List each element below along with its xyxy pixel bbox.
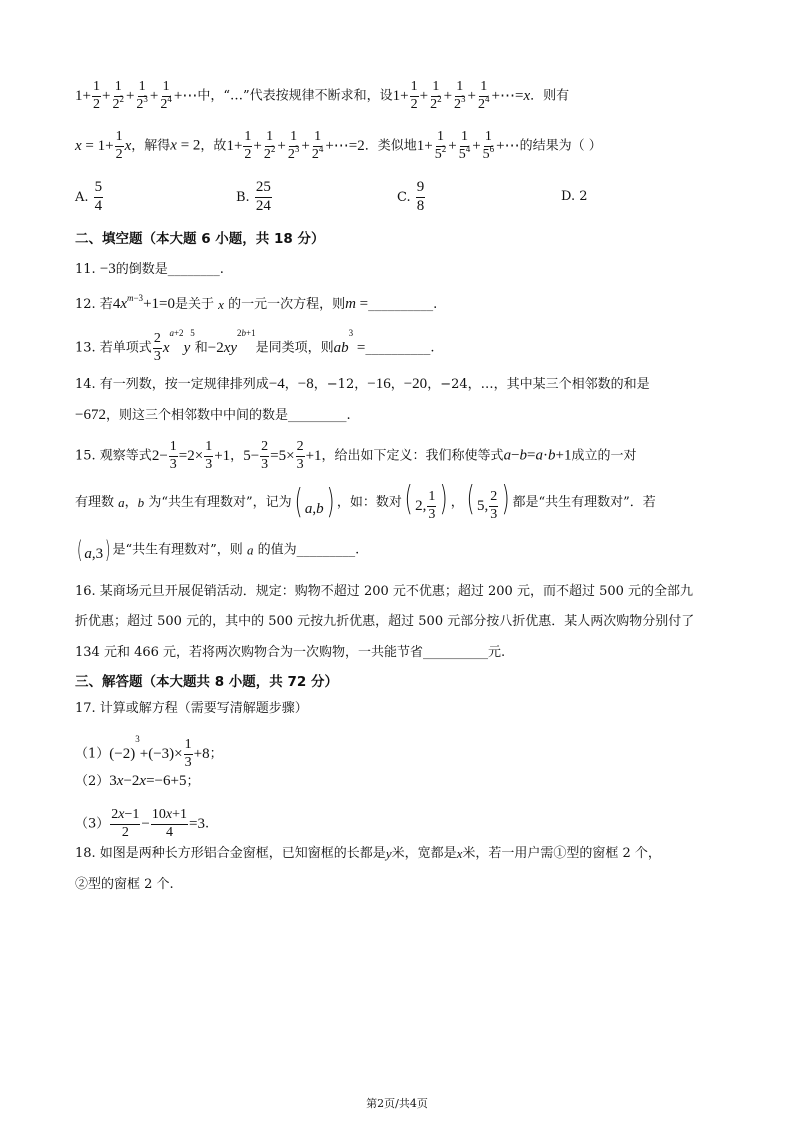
q14-value: −672 bbox=[75, 407, 106, 423]
q10-then: ．则有 bbox=[530, 88, 570, 104]
q16-line2: 折优惠；超过 500 元的，其中的 500 元按九折优惠，超过 500 元部分按八折优惠．某人两次购物分别付了 bbox=[75, 614, 695, 629]
q18-line1c: 米，若一用户需①型的窗框 2 个， bbox=[462, 846, 661, 861]
q17-part3-label: （3） bbox=[75, 816, 110, 832]
q15-line2c: ，如：数对 bbox=[336, 494, 402, 510]
q15-prefix: 15. 观察等式 bbox=[75, 448, 152, 464]
option-b-denominator: 24 bbox=[255, 197, 271, 214]
seq-item: −20 bbox=[403, 376, 428, 392]
math-expression: m = bbox=[345, 296, 369, 312]
math-expression: a−b=a·b+1 bbox=[503, 447, 572, 464]
math-expression: ( 2, $\frac{1}{3}$ ) bbox=[404, 479, 449, 523]
q18-line2: ②型的窗框 2 个. bbox=[75, 877, 174, 892]
math-expression: ( a,3) bbox=[76, 536, 111, 564]
q13-prefix: 13. 若单项式 bbox=[75, 340, 152, 356]
math-expression: ( 5, $\frac{2}{3}$ ) bbox=[466, 479, 510, 523]
math-expression: x = 1+ $\frac{1}{2}$ x bbox=[75, 129, 132, 162]
seq-item: −12 bbox=[326, 377, 355, 392]
q14-line1-text: 14. 有一列数，按一定规律排列成 bbox=[75, 377, 269, 392]
q10-option-c bbox=[397, 180, 426, 215]
q12-prefix: 12. 若 bbox=[75, 297, 113, 312]
seq-item: −4 bbox=[268, 376, 285, 392]
q15-line3b: 的值为_________. bbox=[257, 542, 360, 558]
option-b-label: B. bbox=[236, 189, 250, 205]
q10-intro: 中，“…”代表按规律不断求和，设 bbox=[197, 88, 393, 104]
q14-line1: 14. 有一列数，按一定规律排列成−4，−8，−12，−16，−20，−24，…，其中某三个相邻数的和是 bbox=[75, 376, 650, 392]
q17-part1-label: （1） bbox=[75, 746, 110, 762]
option-d-label: D. 2 bbox=[561, 189, 588, 204]
q13-mid: 是同类项，则 bbox=[255, 340, 334, 356]
q14-line1-end: ，…，其中某三个相邻数的和是 bbox=[467, 377, 650, 392]
q17-part2: （2）3x−2x=−6+5； bbox=[75, 773, 200, 789]
section3-heading: 三、解答题（本大题共 8 小题，共 72 分） bbox=[75, 674, 338, 690]
q13-and: 和 bbox=[194, 340, 208, 356]
q16-line1: 16. 某商场元旦开展促销活动．规定：购物不超过 200 元不优惠；超过 200 元，而不超过 500 元的全部九 bbox=[75, 584, 694, 599]
option-c-numerator: 9 bbox=[416, 180, 426, 198]
q18-line1a: 18. 如图是两种长方形铝合金窗框，已知窗框的长都是 bbox=[75, 846, 386, 861]
q15-line2b: 为“共生有理数对”，记为 bbox=[148, 494, 292, 510]
q17-part1: $(1)(-2)^3+(-3)\times$ $\frac{1}{3}$ +8； bbox=[75, 733, 223, 770]
q18-line1: 18. 如图是两种长方形铝合金窗框，已知窗框的长都是y米，宽都是x米，若一用户需①型的窗框 2 个， bbox=[75, 846, 661, 861]
seq-item: −16 bbox=[367, 376, 391, 392]
q15-line3: ( a,3) 是“共生有理数对”，则 a 的值为_________. bbox=[76, 536, 360, 564]
math-expression: $(-2)^3+(-3)\times$ $\frac{1}{3}$ +8 bbox=[109, 733, 210, 770]
q10-option-b bbox=[236, 180, 273, 215]
q12-mid: 是关于 bbox=[174, 297, 214, 312]
math-expression: 2− $\frac{1}{3}$ =2× $\frac{1}{3}$ +1 bbox=[151, 439, 231, 472]
option-a-numerator: 5 bbox=[94, 180, 104, 198]
seq-item: −8 bbox=[297, 376, 314, 392]
q15-mid-end: 成立的一对 bbox=[571, 448, 637, 464]
math-expression: 5− $\frac{2}{3}$ =5× $\frac{2}{3}$ +1 bbox=[243, 439, 322, 472]
math-expression: $4x^{m-3}+1=0$ bbox=[112, 293, 175, 312]
option-c-label: C. bbox=[397, 189, 411, 205]
q11-text: 的倒数是________. bbox=[115, 262, 224, 277]
math-expression: $ab^3$ = bbox=[333, 328, 366, 356]
q10-solve: ，解得 bbox=[131, 138, 171, 154]
q14-line2 bbox=[75, 408, 351, 423]
math-expression: $\frac{2x-1}{2}$ − $\frac{10x+1}{4}$ =3 bbox=[111, 807, 205, 840]
q16-line3: 134 元和 466 元，若将两次购物合为一次购物，一共能节省__________元. bbox=[75, 645, 506, 660]
math-expression: ( a,b) bbox=[294, 482, 335, 523]
q15-mid: ，给出如下定义：我们称使等式 bbox=[321, 448, 504, 464]
q10-so: ，故 bbox=[200, 138, 227, 154]
q11 bbox=[75, 262, 224, 277]
q14-line2-text: ，则这三个相邻数中中间的数是_________. bbox=[105, 408, 351, 423]
q13-end: __________. bbox=[365, 340, 435, 356]
seq-item: −24 bbox=[440, 377, 468, 392]
option-a-label: A. bbox=[75, 189, 89, 205]
q12-var: x bbox=[218, 297, 224, 312]
math-expression: 1+ $\frac{1}{2}$ + $\frac{1}{2^2}$ + $\frac{1}{2^3}$ + $\frac{1}{2^4}$ +⋯=x bbox=[392, 79, 531, 112]
q15-line2d: 都是“共生有理数对”．若 bbox=[512, 494, 656, 510]
option-a-denominator: 4 bbox=[94, 197, 103, 214]
math-expression: $-2xy^{2b+1}$ bbox=[207, 328, 256, 356]
q12-mid2: 的一元一次方程，则 bbox=[228, 297, 346, 312]
q10-line1 bbox=[75, 80, 569, 112]
q15-line2a: 有理数 bbox=[75, 494, 115, 510]
q10-option-a bbox=[75, 180, 104, 215]
math-expression: 1+ $\frac{1}{2}$ + $\frac{1}{2^2}$ + $\frac{1}{2^3}$ + $\frac{1}{2^4}$ +⋯=2 bbox=[226, 129, 365, 162]
page-footer: 第2页/共4页 bbox=[366, 1097, 428, 1110]
section2-heading: 二、填空题（本大题 6 小题，共 18 分） bbox=[75, 231, 325, 247]
q13 bbox=[75, 327, 435, 364]
math-expression: −3 bbox=[99, 261, 116, 277]
q12 bbox=[75, 293, 438, 312]
q17-title: 17. 计算或解方程（需要写清解题步骤） bbox=[75, 701, 308, 716]
math-expression: 1+ $\frac{1}{2}$ + $\frac{1}{2^2}$ + $\frac{1}{2^3}$ + $\frac{1}{2^4}$ +⋯ bbox=[75, 79, 198, 112]
q15-line2: 有理数 a，b 为“共生有理数对”，记为( a,b) ，如：数对( 2, $\frac{1}{3}$ ) ，( 5, $\frac{2}{3}$ ) 都是“共生有理数对”．若 bbox=[75, 479, 656, 523]
math-expression: 3x−2x=−6+5 bbox=[109, 773, 187, 789]
q17-part3: （3） $\frac{2x-1}{2}$ − $\frac{10x+1}{4}$ =3. bbox=[75, 807, 210, 840]
option-c-denominator: 8 bbox=[416, 197, 425, 214]
q11-prefix: 11. bbox=[75, 262, 100, 277]
option-b-numerator: 25 bbox=[255, 180, 272, 198]
math-expression: $\frac{2}{3}$ $x^{a+2}y^5$ bbox=[153, 327, 195, 364]
q10-analog: ．类似地 bbox=[364, 138, 417, 154]
q15-line1: 15. 观察等式2− $\frac{1}{3}$ =2× $\frac{1}{3}$ +1，5− $\frac{2}{3}$ =5× $\frac{2}{3}$ +1，给出如下定义：我们称使等式a−b=a·b+1成立的一对 bbox=[75, 439, 637, 472]
q12-end: __________. bbox=[368, 297, 438, 312]
q18-line1b: 米，宽都是 bbox=[391, 846, 457, 861]
q17-part2-label: （2） bbox=[75, 774, 110, 789]
q10-ask: 的结果为（ ） bbox=[519, 138, 602, 154]
q15-line3-text: 是“共生有理数对”，则 bbox=[112, 542, 243, 558]
q10-line2 bbox=[75, 130, 602, 162]
q10-option-d bbox=[561, 190, 588, 203]
math-expression: 1+ $\frac{1}{5^2}$ + $\frac{1}{5^4}$ + $\frac{1}{5^6}$ +⋯ bbox=[416, 129, 520, 162]
math-expression: x = 2 bbox=[170, 137, 201, 154]
